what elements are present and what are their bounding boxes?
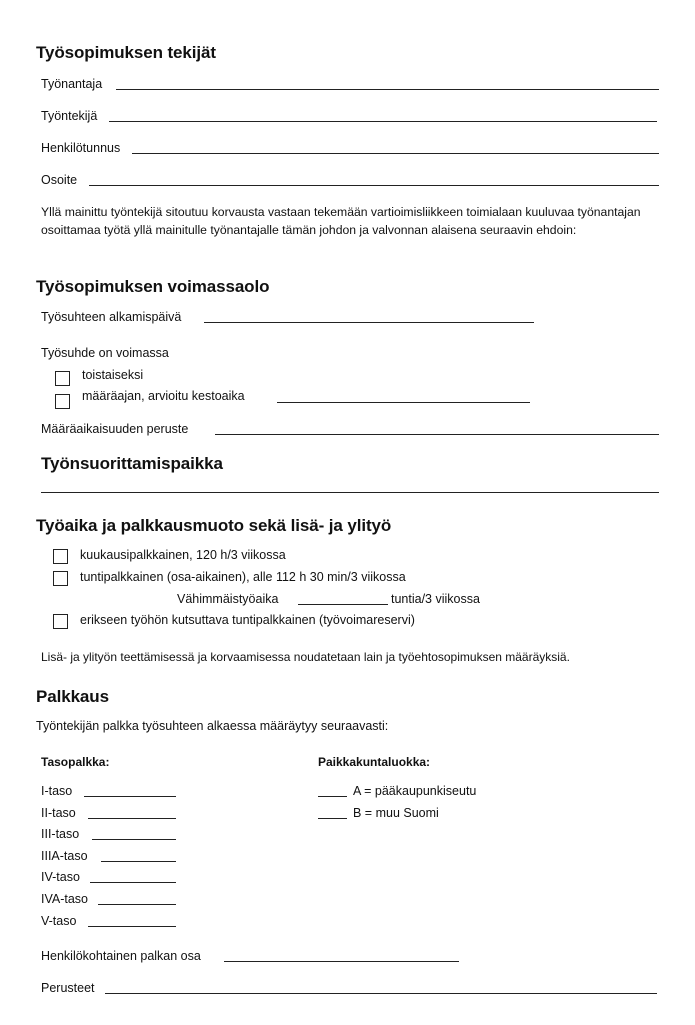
hourly-label: tuntipalkkainen (osa-aikainen), alle 112 h 30 min/3 viikossa [80, 570, 406, 584]
level-heading: Tasopalkka: [41, 755, 110, 769]
workplace-field[interactable] [41, 492, 659, 493]
monthly-label: kuukausipalkkainen, 120 h/3 viikossa [80, 548, 286, 562]
locality-heading: Paikkakuntaluokka: [318, 755, 431, 769]
locality-b-label: B = muu Suomi [353, 806, 439, 820]
employee-label: Työntekijä [41, 109, 98, 123]
min-hours-unit: tuntia/3 viikossa [391, 592, 480, 606]
hourly-checkbox[interactable] [53, 571, 68, 586]
level-field[interactable] [84, 796, 176, 797]
level-label: IV-taso [41, 870, 80, 884]
fixed-term-checkbox[interactable] [55, 394, 70, 409]
id-field[interactable] [132, 153, 659, 154]
address-label: Osoite [41, 173, 78, 187]
level-field[interactable] [88, 926, 176, 927]
level-label: IVA-taso [41, 892, 89, 906]
level-label: I-taso [41, 784, 73, 798]
fixed-term-duration-field[interactable] [277, 402, 530, 403]
personal-pay-field[interactable] [224, 961, 459, 962]
level-field[interactable] [101, 861, 176, 862]
employer-field[interactable] [116, 89, 659, 90]
level-label: III-taso [41, 827, 80, 841]
address-field[interactable] [89, 185, 659, 186]
level-label: II-taso [41, 806, 76, 820]
basis-field[interactable] [105, 993, 657, 994]
terms-paragraph: Yllä mainittu työntekijä sitoutuu korvausta vastaan tekemään vartioimisliikkeen toimialaan kuuluvaa työnantajan osoittamaa työtä yllä mainitulle työnantajalle tämän johdon ja valvonnan alaisena seuraavin ehdoin: [41, 205, 641, 237]
indefinite-label: toistaiseksi [82, 368, 144, 382]
min-hours-field[interactable] [298, 604, 388, 605]
monthly-checkbox[interactable] [53, 549, 68, 564]
level-field[interactable] [98, 904, 176, 905]
overtime-note: Lisä- ja ylityön teettämisessä ja korvaamisessa noudatetaan lain ja työehtosopimuksen määräyksiä. [41, 650, 570, 664]
valid-label: Työsuhde on voimassa [41, 346, 169, 360]
indefinite-checkbox[interactable] [55, 371, 70, 386]
locality-b-field[interactable] [318, 818, 347, 819]
personal-pay-label: Henkilökohtainen palkan osa [41, 949, 201, 963]
locality-a-field[interactable] [318, 796, 347, 797]
level-field[interactable] [90, 882, 176, 883]
worktime-heading: Työaika ja palkkausmuoto sekä lisä- ja ylityö [36, 516, 392, 535]
level-label: V-taso [41, 914, 77, 928]
locality-a-label: A = pääkaupunkiseutu [353, 784, 477, 798]
employee-field[interactable] [109, 121, 657, 122]
level-field[interactable] [92, 839, 176, 840]
start-date-label: Työsuhteen alkamispäivä [41, 310, 182, 324]
id-label: Henkilötunnus [41, 141, 121, 155]
parties-heading: Työsopimuksen tekijät [36, 43, 216, 62]
reserve-label: erikseen työhön kutsuttava tuntipalkkainen (työvoimareservi) [80, 613, 415, 627]
fixed-reason-field[interactable] [215, 434, 659, 435]
validity-heading: Työsopimuksen voimassaolo [36, 277, 270, 296]
basis-label: Perusteet [41, 981, 95, 995]
employer-label: Työnantaja [41, 77, 103, 91]
pay-heading: Palkkaus [36, 687, 109, 706]
workplace-heading: Työnsuorittamispaikka [41, 454, 223, 473]
start-date-field[interactable] [204, 322, 534, 323]
level-field[interactable] [88, 818, 176, 819]
reserve-checkbox[interactable] [53, 614, 68, 629]
min-hours-label: Vähimmäistyöaika [177, 592, 279, 606]
level-label: IIIA-taso [41, 849, 88, 863]
fixed-reason-label: Määräaikaisuuden peruste [41, 422, 189, 436]
fixed-term-label: määräajan, arvioitu kestoaika [82, 389, 245, 403]
pay-intro: Työntekijän palkka työsuhteen alkaessa määräytyy seuraavasti: [36, 719, 389, 733]
